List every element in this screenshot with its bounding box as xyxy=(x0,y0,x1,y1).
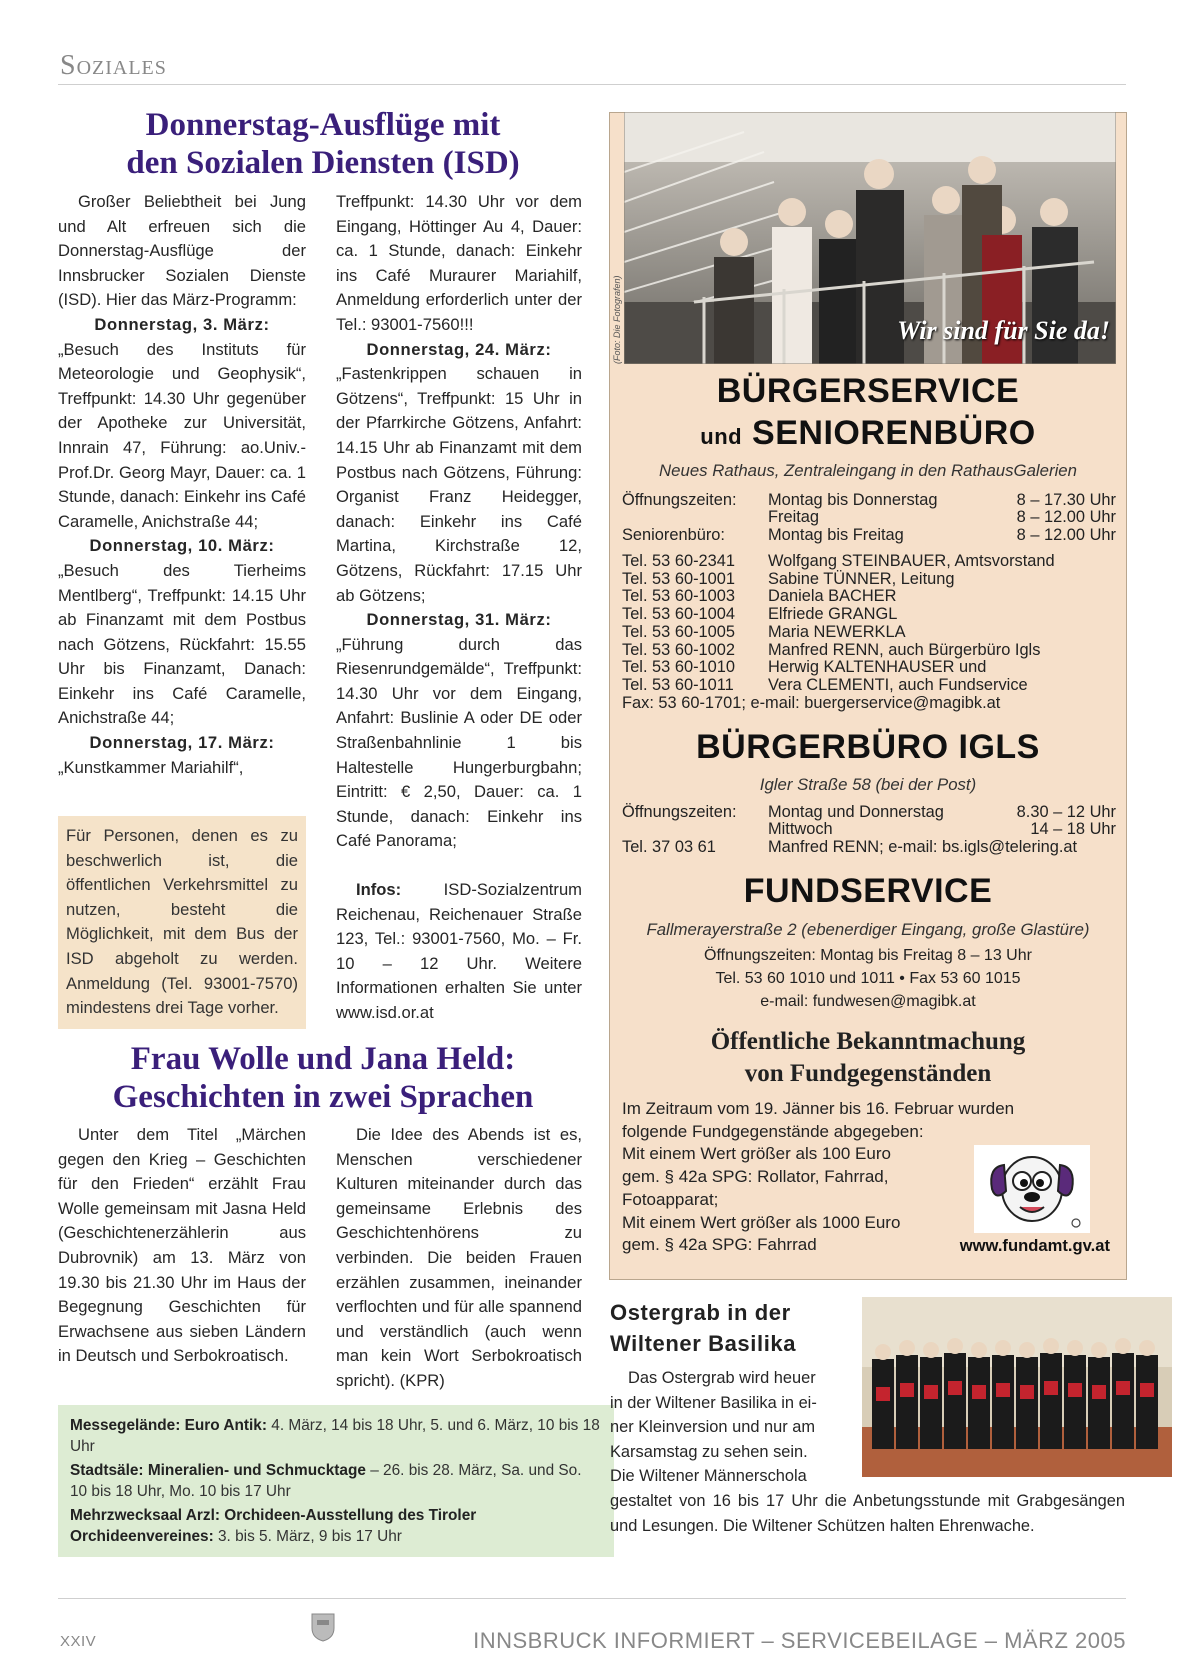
contact-name: Elfriede GRANGL xyxy=(768,605,898,624)
buergerservice-title: BÜRGERSERVICE xyxy=(716,372,1020,410)
fund-tel: Tel. 53 60 1010 und 1011 • Fax 53 60 1015 xyxy=(715,970,1021,987)
contact-name: Herwig KALTENHAUSER und xyxy=(768,658,987,677)
article2-headline-line1: Frau Wolle und Jana Held: xyxy=(130,1041,516,1077)
notice-line: Im Zeitraum vom 19. Jänner bis 16. Februar wurden xyxy=(622,1099,1015,1118)
hours-label: Öffnungszeiten: xyxy=(622,491,737,509)
article2-col2-text: Die Idee des Abends ist es, Menschen verschiedener Kulturen miteinander durch das gemeinsame Erlebnis des Geschichtenhörens zu verbinden. Die beiden Frauen erzählen zusammen, ineinander verflochten und für alle spannend und verständlich (auch wenn man kein Wort Serbokroatisch spricht). (KPR) xyxy=(336,1125,582,1390)
article2-headline-line2: Geschichten in zwei Sprachen xyxy=(112,1079,534,1116)
fundamt-dog-icon xyxy=(974,1145,1090,1233)
photo-credit-text: (Foto: Die Fotografen) xyxy=(612,275,622,364)
article1-day1-text: „Besuch des Instituts für Meteorologie und Geophysik“, Treffpunkt: 14.30 Uhr gegenüber der Apotheke zur Universität, Innrain 47, Führung: ao.Univ.-Prof.Dr. Georg Mayr, Dauer: ca. 1 Stunde, danach: Einkehr ins Café Caramelle, Anichstraße 44; xyxy=(58,339,306,531)
hours-time: 8 – 17.30 Uhr xyxy=(1016,491,1116,509)
photo-caption: Wir sind für Sie da! xyxy=(897,316,1110,345)
article1-headline xyxy=(58,106,588,183)
event-text: 4. März, 14 bis 18 Uhr, 5. und 6. März, 10 bis 18 Uhr xyxy=(70,1417,600,1455)
photo-credit xyxy=(612,270,626,364)
fund-address: Fallmerayerstraße 2 (ebenerdiger Eingang, große Glastüre) xyxy=(646,920,1090,939)
ostergrab-title-line2: Wiltener Basilika xyxy=(610,1331,797,1356)
article1-intro: Großer Beliebtheit bei Jung und Alt erfreuen sich die Donnerstag-Ausflüge der Innsbrucker Sozialen Dienste (ISD). Hier das März-Programm: xyxy=(58,192,306,310)
notice-title-line2: von Fundgegenständen xyxy=(744,1060,992,1087)
article2-column1 xyxy=(58,1123,306,1369)
ostergrab-line: Karsamstag zu sehen sein. xyxy=(610,1442,808,1461)
contact-name: Daniela BACHER xyxy=(768,587,897,606)
article1-day2-text: „Besuch des Tierheims Mentlberg“, Treffpunkt: 14.15 Uhr ab Finanzamt mit dem Postbus nach Götzens, Rückfahrt: 15.55 Uhr bis Finanzamt, Danach: Einkehr ins Café Caramelle, Anichstraße 44; xyxy=(58,560,306,728)
choir-photo xyxy=(862,1297,1172,1477)
article1-infos xyxy=(336,878,582,1026)
contact-tel: Tel. 53 60-1003 xyxy=(622,587,735,606)
igls-hours-time: 8.30 – 12 Uhr xyxy=(1016,803,1116,821)
contact-tel: Tel. 53 60-2341 xyxy=(622,552,735,570)
article1-col2-top: Treffpunkt: 14.30 Uhr vor dem Eingang, Höttinger Au 4, Dauer: ca. 1 Stunde, danach: Einkehr ins Café Muraurer Mariahilf, Anmeldung erforderlich unter der Tel.: 93001-7560!!! xyxy=(336,192,582,334)
notice-line: Mit einem Wert größer als 100 Euro xyxy=(622,1144,891,1164)
article1-headline-line2: den Sozialen Diensten (ISD) xyxy=(126,145,520,182)
contact-tel: Tel. 53 60-1001 xyxy=(622,569,735,588)
event-label: Mehrzwecksaal Arzl: Orchideen-Ausstellung des Tiroler Orchideenvereines: xyxy=(70,1507,477,1545)
transport-note-text: Für Personen, denen es zu beschwerlich ist, die öffentlichen Verkehrsmittel zu nutzen, besteht die Möglichkeit, mit dem Bus der ISD abgeholt zu werden. Anmeldung (Tel. 93001-7570) mindestens drei Tage vorher. xyxy=(66,826,298,1018)
article1-day5-heading: Donnerstag, 31. März: xyxy=(366,610,552,630)
senior-time: 8 – 12.00 Uhr xyxy=(1016,526,1116,544)
ostergrab-text xyxy=(610,1366,860,1489)
notice-line: folgende Fundgegenstände abgegeben: xyxy=(622,1121,924,1141)
fundamt-link[interactable]: www.fundamt.gv.at xyxy=(959,1236,1110,1255)
events-box xyxy=(58,1405,614,1557)
event-label: Stadtsäle: Mineralien- und Schmucktage xyxy=(70,1462,366,1479)
event-label: Messegelände: Euro Antik: xyxy=(70,1417,267,1434)
ostergrab-line: Das Ostergrab wird heuer xyxy=(628,1369,816,1387)
contact-tel: Tel. 53 60-1011 xyxy=(622,675,734,694)
event-text: 3. bis 5. März, 9 bis 17 Uhr xyxy=(213,1528,402,1545)
event-item xyxy=(70,1415,602,1457)
igls-title: BÜRGERBÜRO IGLS xyxy=(696,728,1040,766)
igls-address: Igler Straße 58 (bei der Post) xyxy=(759,775,977,794)
ostergrab-line: in der Wiltener Basilika in ei- xyxy=(610,1393,817,1412)
footer-rule xyxy=(58,1598,1126,1599)
fax-email: Fax: 53 60-1701; e-mail: buergerservice@magibk.at xyxy=(622,694,1001,712)
ostergrab-title-line1: Ostergrab in der xyxy=(610,1300,791,1325)
title-und: und xyxy=(700,424,743,449)
contact-name: Manfred RENN, auch Bürgerbüro Igls xyxy=(768,640,1041,659)
event-text: – 26. bis 28. März, Sa. und So. 10 bis 18 Uhr, Mo. 10 bis 17 Uhr xyxy=(70,1462,582,1500)
notice-line: Fotoapparat; xyxy=(622,1189,719,1209)
fundservice-title: FUNDSERVICE xyxy=(743,872,993,910)
ostergrab-line: Die Wiltener Männerschola xyxy=(610,1467,807,1486)
senior-label: Seniorenbüro: xyxy=(622,526,725,544)
fund-email: e-mail: fundwesen@magibk.at xyxy=(760,993,976,1010)
article1-day1-heading: Donnerstag, 3. März: xyxy=(94,314,270,334)
choir-photo-image xyxy=(862,1297,1172,1477)
contact-name: Wolfgang STEINBAUER, Amtsvorstand xyxy=(768,552,1055,570)
notice-line: Mit einem Wert größer als 1000 Euro xyxy=(622,1212,901,1232)
hours-time: 8 – 12.00 Uhr xyxy=(1016,508,1116,526)
contact-tel: Tel. 53 60-1005 xyxy=(622,622,735,641)
infos-label: Infos: xyxy=(356,880,402,900)
hours-days: Montag bis Donnerstag xyxy=(768,491,938,509)
section-label: Soziales xyxy=(60,50,167,81)
event-item xyxy=(70,1505,602,1547)
header-rule xyxy=(58,84,1126,85)
contact-name: Vera CLEMENTI, auch Fundservice xyxy=(768,675,1028,694)
contact-tel: Tel. 53 60-1004 xyxy=(622,605,735,624)
igls-hours-days: Montag und Donnerstag xyxy=(768,803,944,821)
contact-tel: Tel. 53 60-1010 xyxy=(622,658,735,677)
article1-day3-text: „Kunstkammer Mariahilf“, xyxy=(58,757,244,777)
transport-note-box xyxy=(58,816,306,1029)
contact-name-list xyxy=(768,553,1118,695)
article1-day4-heading: Donnerstag, 24. März: xyxy=(366,339,552,359)
igls-hours-days: Mittwoch xyxy=(768,820,833,838)
igls-contact: Manfred RENN; e-mail: bs.igls@telering.at xyxy=(768,838,1078,856)
contact-tel-list xyxy=(622,553,772,695)
event-item xyxy=(70,1460,602,1502)
hours-days: Freitag xyxy=(768,508,820,526)
seniorenbuero-title xyxy=(609,414,1127,453)
igls-hours-time: 14 – 18 Uhr xyxy=(1030,820,1116,838)
article1-column2 xyxy=(336,190,582,1026)
contact-tel: Tel. 53 60-1002 xyxy=(622,640,735,659)
article2-col1-text: Unter dem Titel „Märchen gegen den Krieg – Geschichten für den Frieden“ erzählt Frau Wolle gemeinsam mit Jasna Held (Geschichtenerzählerin aus Dubrovnik) am 13. März von 19.30 bis 21.30 Uhr im Haus der Begegnung Geschichten für Erwachsene aus sieben Ländern in Deutsch und Serbokroatisch. xyxy=(58,1125,306,1366)
notice-line: gem. § 42a SPG: Fahrrad xyxy=(622,1235,817,1255)
igls-tel: Tel. 37 03 61 xyxy=(622,838,716,856)
article1-day3-heading: Donnerstag, 17. März: xyxy=(89,733,275,753)
article1-headline-line1: Donnerstag-Ausflüge mit xyxy=(145,107,501,143)
article1-column1 xyxy=(58,190,306,780)
ostergrab-line: ner Kleinversion und nur am xyxy=(610,1418,815,1437)
article2-column2 xyxy=(336,1123,582,1394)
publication-footer: INNSBRUCK INFORMIERT – SERVICEBEILAGE – MÄRZ 2005 xyxy=(473,1628,1126,1653)
ostergrab-title xyxy=(610,1297,850,1359)
service-location: Neues Rathaus, Zentraleingang in den RathausGalerien xyxy=(659,461,1077,480)
coat-of-arms-icon xyxy=(310,1612,336,1642)
fund-hours: Öffnungszeiten: Montag bis Freitag 8 – 13 Uhr xyxy=(704,947,1032,964)
article1-day5-text: „Führung durch das Riesenrundgemälde“, Treffpunkt: 14.30 Uhr vor dem Eingang, Anfahrt: Buslinie A oder DE oder Straßenbahnlinie 1 bis Haltestelle Hungerburgbahn; Eintritt: € 2,50, Dauer: ca. 1 Stunde, danach: Einkehr ins Café Panorama; xyxy=(336,634,582,851)
infos-text: ISD-Sozialzentrum Reichenau, Reichenauer Straße 123, Tel.: 93001-7560, Mo. – Fr. 10 – 12 Uhr. Weitere Informationen erhalten Sie unter www.isd.or.at xyxy=(336,880,582,1022)
contact-name: Maria NEWERKLA xyxy=(768,622,906,641)
contact-name: Sabine TÜNNER, Leitung xyxy=(768,569,955,588)
page-number: XXIV xyxy=(60,1633,97,1650)
notice-line: gem. § 42a SPG: Rollator, Fahrrad, xyxy=(622,1167,889,1187)
senior-days: Montag bis Freitag xyxy=(768,526,904,544)
igls-hours-label: Öffnungszeiten: xyxy=(622,803,737,821)
notice-title xyxy=(609,1026,1127,1090)
article1-day4-text: „Fastenkrippen schauen in Götzens“, Treffpunkt: 15 Uhr in der Pfarrkirche Götzens, Anfahrt: 14.15 Uhr ab Finanzamt mit dem Postbus nach Götzens, Führung: Organist Franz Heidegger, danach: Einkehr ins Café Martina, Kirchstraße 12, Götzens, Rückfahrt: 17.15 Uhr ab Götzens; xyxy=(336,364,582,605)
ostergrab-tail: gestaltet von 16 bis 17 Uhr die Anbetungsstunde mit Grabgesängen und Lesungen. Die Wiltener Schützen halten Ehrenwache. xyxy=(610,1492,1125,1535)
article2-headline xyxy=(58,1040,588,1117)
notice-title-line1: Öffentliche Bekanntmachung xyxy=(710,1028,1026,1055)
fund-details xyxy=(609,944,1127,1013)
article1-day2-heading: Donnerstag, 10. März: xyxy=(89,536,275,556)
seniorenbuero-title-text: SENIORENBÜRO xyxy=(752,414,1036,452)
